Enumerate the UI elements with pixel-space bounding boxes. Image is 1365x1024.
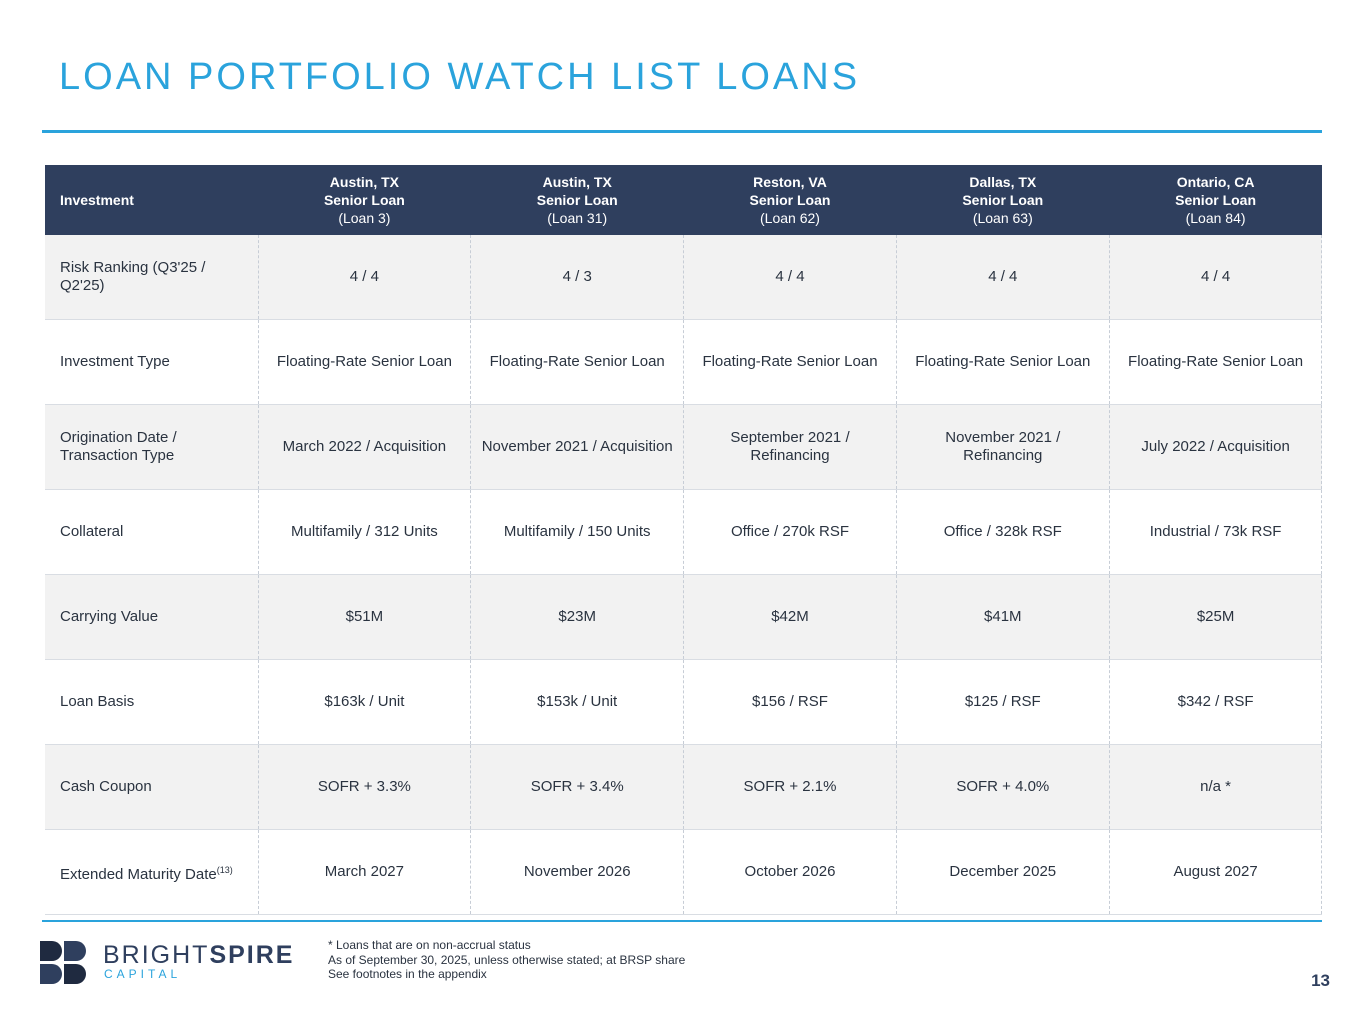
table-cell: $23M [471, 575, 684, 660]
header-city: Austin, TX [542, 174, 612, 190]
table-cell: $42M [684, 575, 897, 660]
table-cell: 4 / 3 [471, 235, 684, 320]
table-cell: Industrial / 73k RSF [1109, 490, 1322, 575]
header-city: Reston, VA [753, 174, 827, 190]
row-label: Cash Coupon [45, 745, 258, 830]
row-label [45, 830, 258, 915]
header-investment: Investment [45, 165, 258, 235]
brightspire-logo-mark-icon [40, 941, 88, 985]
header-type: Senior Loan [749, 192, 831, 208]
table-cell: SOFR + 3.4% [471, 745, 684, 830]
title-divider [42, 130, 1322, 133]
footnote-line: As of September 30, 2025, unless otherwise stated; at BRSP share [328, 952, 686, 967]
header-loan: (Loan 3) [338, 210, 391, 226]
table-cell: $41M [896, 575, 1109, 660]
row-label: Origination Date / Transaction Type [45, 405, 258, 490]
header-column [684, 165, 897, 235]
table-cell: March 2022 / Acquisition [258, 405, 471, 490]
header-column [1109, 165, 1322, 235]
table-cell: Office / 328k RSF [896, 490, 1109, 575]
logo-word-light: BRIGHT [103, 941, 210, 969]
table-row [45, 235, 1322, 320]
header-city: Austin, TX [329, 174, 400, 190]
table-cell: Multifamily / 312 Units [258, 490, 471, 575]
header-column [896, 165, 1109, 235]
table-cell: SOFR + 2.1% [684, 745, 897, 830]
table-cell: November 2026 [471, 830, 684, 915]
table-row [45, 745, 1322, 830]
table-cell: November 2021 / Refinancing [896, 405, 1109, 490]
table-cell: August 2027 [1109, 830, 1322, 915]
table-cell: November 2021 / Acquisition [471, 405, 684, 490]
table-cell: SOFR + 3.3% [258, 745, 471, 830]
table-cell: 4 / 4 [258, 235, 471, 320]
row-label-text: Extended Maturity Date [60, 865, 217, 883]
table-cell: July 2022 / Acquisition [1109, 405, 1322, 490]
table-cell: $25M [1109, 575, 1322, 660]
table-cell: n/a * [1109, 745, 1322, 830]
table-cell: 4 / 4 [684, 235, 897, 320]
table-cell: October 2026 [684, 830, 897, 915]
table-cell: $153k / Unit [471, 660, 684, 745]
table-row [45, 830, 1322, 915]
logo-wordmark [103, 941, 294, 970]
table-header-row [45, 165, 1322, 235]
row-label: Carrying Value [45, 575, 258, 660]
table-cell: Floating-Rate Senior Loan [471, 320, 684, 405]
header-city: Ontario, CA [1176, 174, 1255, 190]
table-cell: Floating-Rate Senior Loan [1109, 320, 1322, 405]
header-type: Senior Loan [536, 192, 618, 208]
page-title: LOAN PORTFOLIO WATCH LIST LOANS [59, 56, 861, 98]
table-row [45, 660, 1322, 745]
table-cell: 4 / 4 [896, 235, 1109, 320]
table-cell: Office / 270k RSF [684, 490, 897, 575]
table-cell: Floating-Rate Senior Loan [684, 320, 897, 405]
footnote-line: See footnotes in the appendix [328, 967, 487, 981]
table-cell: 4 / 4 [1109, 235, 1322, 320]
row-label: Risk Ranking (Q3'25 / Q2'25) [45, 235, 258, 320]
header-type: Senior Loan [1175, 192, 1257, 208]
page-number: 13 [1311, 971, 1330, 990]
table-cell: $51M [258, 575, 471, 660]
header-loan: (Loan 84) [1185, 210, 1246, 226]
table-cell: $156 / RSF [684, 660, 897, 745]
table-cell: $342 / RSF [1109, 660, 1322, 745]
table-cell: September 2021 / Refinancing [684, 405, 897, 490]
header-type: Senior Loan [323, 192, 405, 208]
table-cell: $163k / Unit [258, 660, 471, 745]
footnote-line: * Loans that are on non-accrual status [328, 938, 531, 952]
header-loan: (Loan 62) [760, 210, 820, 226]
table-cell: March 2027 [258, 830, 471, 915]
table-row [45, 320, 1322, 405]
header-loan: (Loan 31) [547, 210, 608, 226]
brightspire-logo [40, 941, 300, 986]
table-cell: December 2025 [896, 830, 1109, 915]
logo-word-bold: SPIRE [209, 941, 295, 969]
footnotes [328, 938, 685, 982]
table-cell: Multifamily / 150 Units [471, 490, 684, 575]
header-column [471, 165, 684, 235]
logo-subtitle: CAPITAL [104, 967, 182, 981]
header-loan: (Loan 63) [972, 210, 1033, 226]
table-row [45, 405, 1322, 490]
footer-divider [42, 920, 1322, 922]
table-row [45, 490, 1322, 575]
table-cell: Floating-Rate Senior Loan [896, 320, 1109, 405]
table-row [45, 575, 1322, 660]
header-column [258, 165, 471, 235]
watch-list-table [45, 165, 1322, 915]
table-cell: SOFR + 4.0% [896, 745, 1109, 830]
row-label: Investment Type [45, 320, 258, 405]
table-cell: $125 / RSF [896, 660, 1109, 745]
header-city: Dallas, TX [969, 174, 1037, 190]
table-cell: Floating-Rate Senior Loan [258, 320, 471, 405]
footnote-ref: (13) [216, 864, 233, 875]
row-label: Loan Basis [45, 660, 258, 745]
row-label: Collateral [45, 490, 258, 575]
header-type: Senior Loan [962, 192, 1044, 208]
